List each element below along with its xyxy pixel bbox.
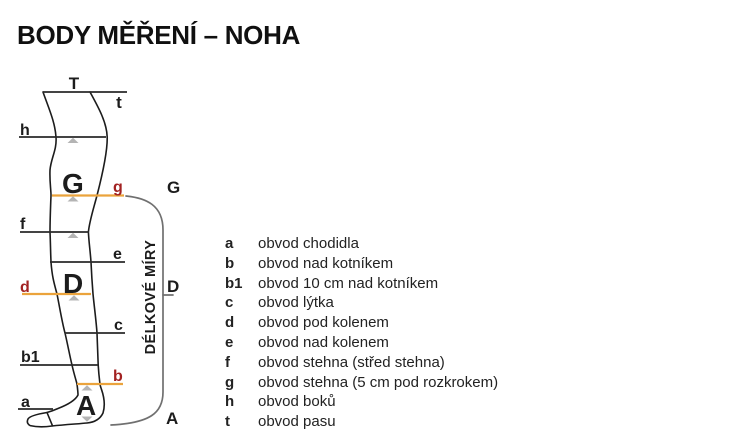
label-c: c <box>114 317 123 334</box>
legend-desc: obvod nad kolenem <box>258 333 389 351</box>
legend-desc: obvod boků <box>258 393 336 411</box>
legend-item-b <box>225 254 498 274</box>
legend-key: b1 <box>225 274 243 292</box>
legend-desc: obvod nad kotníkem <box>258 254 394 272</box>
legend-key: d <box>225 314 235 332</box>
legend-key: f <box>225 353 230 371</box>
legend-desc: obvod pod kolenem <box>258 314 389 332</box>
legend-item-b1 <box>225 274 498 294</box>
legend <box>225 234 498 432</box>
legend-key: e <box>225 333 234 351</box>
label-G-large: G <box>62 168 84 199</box>
label-t: t <box>116 93 122 112</box>
label-a: a <box>21 394 30 411</box>
legend-desc: obvod lýtka <box>258 294 334 312</box>
label-d: d <box>20 279 30 296</box>
leg-measurement-diagram <box>0 0 215 441</box>
page-title: BODY MĚŘENÍ – NOHA <box>17 20 301 50</box>
legend-item-d <box>225 313 498 333</box>
legend-desc: obvod stehna (střed stehna) <box>258 353 445 371</box>
toe-cap-line <box>47 413 53 426</box>
length-axis-label: DÉLKOVÉ MÍRY <box>143 239 159 355</box>
label-A-large: A <box>76 390 97 421</box>
legend-item-g <box>225 373 498 393</box>
legend-item-f <box>225 353 498 373</box>
legend-key: h <box>225 393 235 411</box>
bracket-label-D: D <box>167 277 180 296</box>
legend-item-c <box>225 293 498 313</box>
leg-outline <box>27 92 107 427</box>
label-e: e <box>113 246 122 263</box>
label-b1: b1 <box>21 349 40 366</box>
label-T: T <box>68 74 80 93</box>
marker-triangle-h <box>68 138 79 143</box>
legend-key: b <box>225 254 235 272</box>
legend-item-h <box>225 392 498 412</box>
legend-key: a <box>225 235 234 252</box>
legend-desc: obvod pasu <box>258 413 336 431</box>
legend-key: t <box>225 413 230 431</box>
legend-desc: obvod stehna (5 cm pod rozkrokem) <box>258 373 499 391</box>
legend-item-a <box>225 234 498 254</box>
label-g: g <box>113 179 123 196</box>
label-b: b <box>113 368 123 385</box>
legend-item-t <box>225 412 498 432</box>
legend-desc: obvod chodidla <box>258 235 359 252</box>
bracket-label-G: G <box>167 178 181 197</box>
marker-triangle-f <box>68 233 79 238</box>
legend-key: g <box>225 373 235 391</box>
bracket-label-A: A <box>166 409 179 428</box>
label-D-large: D <box>63 268 84 299</box>
legend-item-e <box>225 333 498 353</box>
legend-key: c <box>225 294 234 312</box>
legend-desc: obvod 10 cm nad kotníkem <box>258 274 439 292</box>
label-f: f <box>20 216 26 233</box>
label-h: h <box>20 122 30 139</box>
